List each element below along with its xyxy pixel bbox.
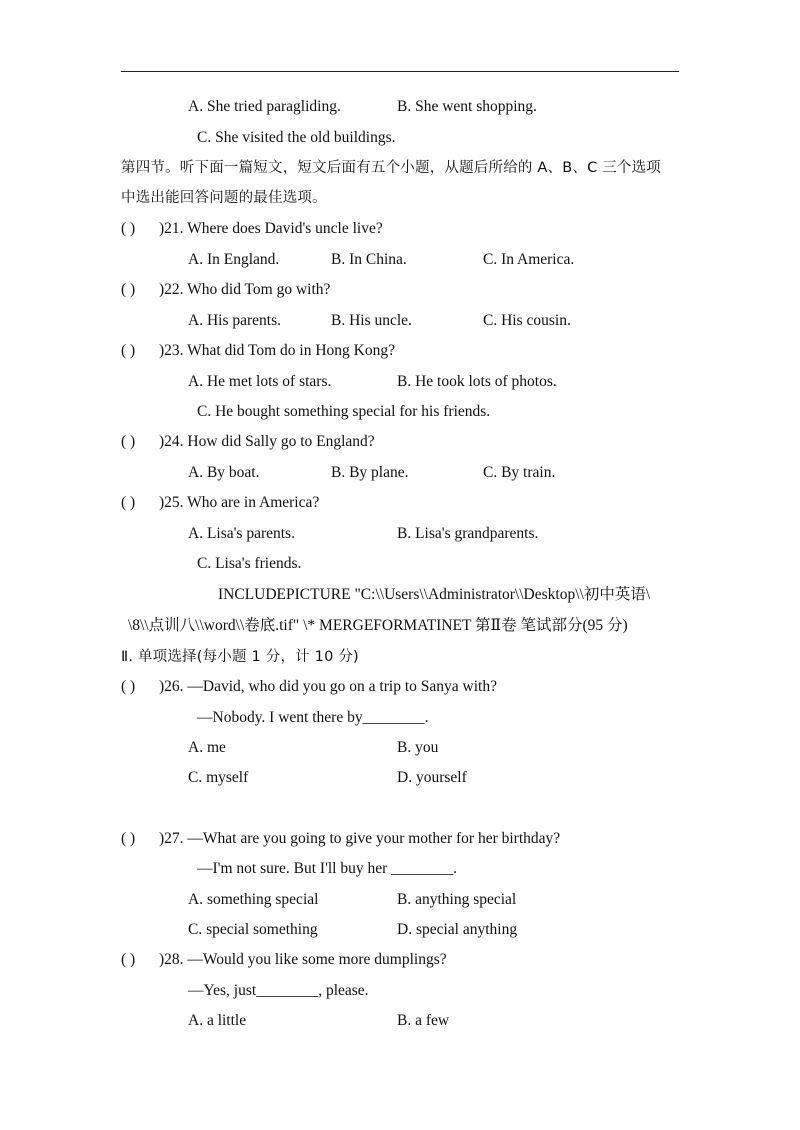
q27-option-d: D. special anything [397,921,518,938]
section4-instruction-line2: 中选出能回答问题的最佳选项。 [121,190,327,206]
q20-option-c: C. She visited the old buildings. [197,129,396,146]
q26-stem: )26. —David, who did you go on a trip to Sanya with? [159,678,497,695]
part2-title: Ⅱ. 单项选择(每小题 1 分，计 10 分) [121,649,359,665]
q22-option-c: C. His cousin. [483,312,571,329]
q27-option-a: A. something special [188,891,319,908]
q28-option-a: A. a little [188,1012,247,1029]
q21-option-b: B. In China. [331,251,407,268]
q27-stem: )27. —What are you going to give your mother for her birthday? [159,830,561,847]
q25-option-c: C. Lisa's friends. [197,555,302,572]
answer-paren: ( ) [121,494,136,511]
q22-stem: )22. Who did Tom go with? [159,281,331,298]
field-code-line1: INCLUDEPICTURE "C:\\Users\\Administrator\\Desktop\\初中英语\ [218,586,651,603]
q24-option-b: B. By plane. [331,464,409,481]
answer-paren: ( ) [121,220,136,237]
q23-option-b: B. He took lots of photos. [397,373,557,390]
answer-paren: ( ) [121,830,136,847]
q27-reply: —I'm not sure. But I'll buy her ________. [197,860,458,877]
q21-option-c: C. In America. [483,251,575,268]
q26-option-c: C. myself [188,769,249,786]
header-rule [121,71,679,72]
q24-option-c: C. By train. [483,464,556,481]
section4-instruction-line1: 第四节。听下面一篇短文，短文后面有五个小题，从题后所给的 A、B、C 三个选项 [121,160,662,176]
q26-option-b: B. you [397,739,439,756]
q28-reply: —Yes, just________, please. [188,982,369,999]
q22-option-a: A. His parents. [188,312,281,329]
q21-option-a: A. In England. [188,251,280,268]
q28-stem: )28. —Would you like some more dumplings? [159,951,447,968]
q23-stem: )23. What did Tom do in Hong Kong? [159,342,395,359]
q25-option-a: A. Lisa's parents. [188,525,295,542]
q26-option-d: D. yourself [397,769,467,786]
q20-option-b: B. She went shopping. [397,98,537,115]
q23-option-c: C. He bought something special for his friends. [197,403,491,420]
field-code-line2: \8\\点训八\\word\\卷底.tif" \* MERGEFORMATINET 第Ⅱ卷 笔试部分(95 分) [128,617,628,634]
answer-paren: ( ) [121,433,136,450]
q24-stem: )24. How did Sally go to England? [159,433,375,450]
answer-paren: ( ) [121,678,136,695]
answer-paren: ( ) [121,281,136,298]
answer-paren: ( ) [121,342,136,359]
q21-stem: )21. Where does David's uncle live? [159,220,383,237]
q26-reply: —Nobody. I went there by________. [197,709,429,726]
q27-option-b: B. anything special [397,891,517,908]
q28-option-b: B. a few [397,1012,450,1029]
q26-option-a: A. me [188,739,226,756]
q23-option-a: A. He met lots of stars. [188,373,332,390]
q27-option-c: C. special something [188,921,318,938]
q20-option-a: A. She tried paragliding. [188,98,341,115]
q22-option-b: B. His uncle. [331,312,412,329]
answer-paren: ( ) [121,951,136,968]
q24-option-a: A. By boat. [188,464,260,481]
q25-stem: )25. Who are in America? [159,494,320,511]
q25-option-b: B. Lisa's grandparents. [397,525,539,542]
